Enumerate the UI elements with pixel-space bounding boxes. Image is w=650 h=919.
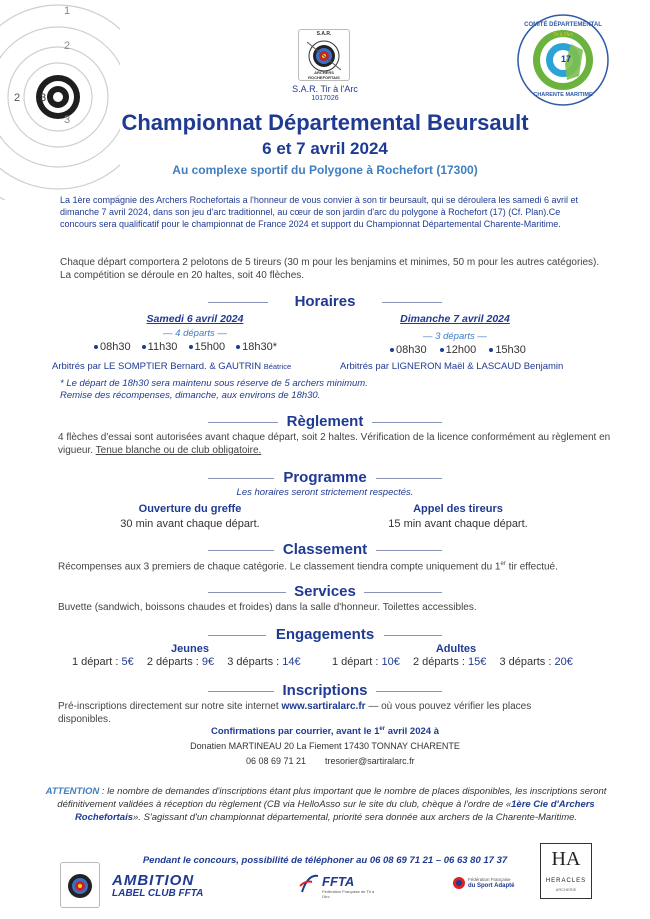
jeunes-label: Jeunes	[171, 643, 209, 655]
target-ring-label: 2	[64, 40, 71, 52]
heracles-monogram: HA	[551, 848, 581, 870]
horaires-note-2: Remise des récompenses, dimanche, aux environs de 18h30.	[60, 390, 321, 401]
postal-address: Donatien MARTINEAU 20 La Fiement 17430 TONNAY CHARENTE	[190, 741, 460, 751]
committee-bottom-text: CHARENTE MARITIME	[533, 92, 593, 98]
confirmation-line: Confirmations par courrier, avant le 1er avril 2024 à	[211, 726, 439, 738]
price-item: 1 départ : 5€	[72, 656, 134, 668]
inscriptions-header	[0, 682, 650, 700]
adultes-label: Adultes	[435, 643, 477, 655]
dress-code: Tenue blanche ou de club obligatoire.	[95, 445, 262, 456]
ffta-subtext: Fédération Française de Tir à l'Arc	[322, 889, 375, 899]
attention-club-name: 1ère Cie d'Archers Rochefortais	[74, 799, 595, 823]
target-ring-label: 3	[40, 92, 47, 104]
departure-info: Chaque départ comportera 2 pelotons de 5 tireurs (30 m pour les benjamins et minimes, 50 m pour les autres catégories). La compétition se déroule en 20 haltes, soit 40 flèches.	[60, 257, 600, 281]
committee-top-text: COMITÉ DÉPARTEMENTAL	[524, 22, 602, 28]
ambition-bottom-text: LABEL CLUB FFTA	[112, 888, 204, 899]
time-slot: 15h00	[189, 341, 226, 353]
footer-club-target-icon	[61, 871, 99, 901]
club-logo-bottom-text: ARCHERS ROCHEFORTAIS	[308, 70, 340, 80]
adultes-prices	[332, 656, 573, 668]
time-slot: 15h30	[489, 344, 526, 356]
price-item: 2 départs : 9€	[146, 656, 215, 668]
club-number: 1017026	[311, 95, 339, 102]
price-item: 3 départs : 20€	[499, 656, 573, 668]
programme-subtitle: Les horaires seront strictement respectés.	[236, 487, 414, 498]
ambition-top-text: AMBITION	[112, 872, 195, 889]
intro-paragraph: La 1ère compagnie des Archers Rochefortais a l'honneur de vous convier à son tir beursault, qui se déroulera les samedi 6 avril et dimanche 7 avril 2024, dans son jeu d'arc traditionnel, au cœur de son jardin d'arc du polygone à Rochefort (17) (Cf. Plan).Ce concours sera qualificatif pour le championnat de France 2024 et support du Championnat Départemental Charente-Maritime.	[60, 195, 579, 229]
website-link[interactable]: www.sartiralarc.fr	[281, 701, 366, 712]
committee-number: 17	[561, 54, 572, 64]
ffta-text: FFTA	[322, 874, 355, 889]
appel-text: 15 min avant chaque départ.	[388, 518, 528, 530]
reglement-title: Règlement	[281, 413, 370, 430]
time-slot: 18h30*	[236, 341, 277, 353]
sport-adapte-icon	[452, 876, 466, 890]
services-title: Services	[288, 583, 362, 600]
saturday-referees: Arbitrés par LE SOMPTIER Bernard. & GAUTRIN Béatrice	[52, 361, 292, 372]
sport-adapte-text-b: du Sport Adapté	[468, 883, 515, 889]
saturday-times	[94, 341, 277, 353]
time-slot: 08h30	[390, 344, 427, 356]
contact-email[interactable]: tresorier@sartiralarc.fr	[325, 756, 415, 766]
attention-label: ATTENTION	[45, 786, 100, 797]
greffe-title: Ouverture du greffe	[138, 503, 242, 515]
classement-header	[0, 541, 650, 559]
attention-paragraph: ATTENTION : le nombre de demandes d'inscriptions étant plus important que le nombre de places disponibles, les inscriptions seront définitivement validées à réception du règlement (CB via HelloAsso sur le site du club, chèque à l'ordre de «1ère Cie d'Archers Rochefortais». S'agissant d'un championnat départemental, priorité sera donnée aux archers de la Charente-Maritime.	[45, 786, 607, 823]
sunday-departure-count: — 3 départs —	[423, 331, 487, 342]
target-ring-label: 2	[14, 92, 21, 104]
saturday-departure-count: — 4 départs —	[163, 328, 227, 339]
target-ring-label: 1	[64, 5, 71, 17]
appel-title: Appel des tireurs	[413, 503, 503, 515]
greffe-text: 30 min avant chaque départ.	[120, 518, 260, 530]
sunday-times	[390, 344, 526, 356]
time-slot: 08h30	[94, 341, 131, 353]
sport-adapte-text-a: Fédération Française	[468, 877, 511, 882]
reglement-header	[0, 413, 650, 431]
time-slot: 11h30	[142, 341, 178, 353]
heracles-sub: ARCHERIE	[555, 887, 577, 892]
jeunes-prices	[72, 656, 301, 668]
ffta-swoosh-icon	[298, 872, 320, 896]
inscriptions-title: Inscriptions	[276, 682, 373, 699]
sunday-referees: Arbitrés par LIGNERON Maël & LASCAUD Benjamin	[340, 361, 564, 372]
engagements-title: Engagements	[270, 626, 380, 643]
ffta-logo	[298, 872, 378, 902]
page-title: Championnat Départemental Beursault	[121, 110, 529, 135]
time-slot: 12h00	[440, 344, 477, 356]
reglement-text: 4 flèches d'essai sont autorisées avant chaque départ, soit 2 haltes. Vérification de la licence conformément au règlement en vigueur. Tenue blanche ou de club obligatoire.	[58, 432, 611, 456]
price-item: 1 départ : 10€	[332, 656, 400, 668]
committee-logo	[517, 14, 609, 106]
contact-phone: 06 08 69 71 21	[246, 756, 307, 766]
ambition-label-logo	[112, 873, 230, 903]
programme-title: Programme	[277, 469, 372, 486]
sport-adapte-logo	[452, 874, 514, 898]
committee-middle-text: Tir à l'Arc	[552, 32, 574, 38]
price-item: 2 départs : 15€	[412, 656, 487, 668]
services-text: Buvette (sandwich, boissons chaudes et froides) dans la salle d'honneur. Toilettes accessibles.	[58, 602, 477, 613]
club-name: S.A.R. Tir à l'Arc	[292, 84, 358, 94]
club-logo-top-text: S.A.R.	[316, 31, 332, 37]
heracles-logo	[540, 843, 592, 899]
price-item: 3 départs : 14€	[227, 656, 301, 668]
target-ring-label: 3	[64, 114, 71, 126]
footer-club-logo	[60, 862, 100, 908]
horaires-title: Horaires	[289, 293, 362, 310]
horaires-header	[0, 293, 650, 311]
programme-header	[0, 469, 650, 487]
engagements-header	[0, 626, 650, 644]
club-logo	[298, 29, 350, 81]
saturday-label: Samedi 6 avril 2024	[146, 313, 244, 325]
event-date: 6 et 7 avril 2024	[262, 139, 388, 158]
sunday-label: Dimanche 7 avril 2024	[400, 313, 510, 325]
heracles-name: HERACLES	[545, 878, 587, 884]
inscriptions-text: Pré-inscriptions directement sur notre site internet www.sartiralarc.fr — où vous pouvez vérifier les places disponibles.	[58, 701, 532, 725]
event-venue: Au complexe sportif du Polygone à Rochefort (17300)	[172, 163, 478, 177]
services-header	[0, 583, 650, 601]
footer-phone: Pendant le concours, possibilité de téléphoner au 06 08 69 71 21 – 06 63 80 17 37	[142, 855, 508, 866]
classement-title: Classement	[277, 541, 373, 558]
classement-text: Récompenses aux 3 premiers de chaque catégorie. Le classement tiendra compte uniquement du 1er tir effectué.	[58, 561, 558, 573]
horaires-note-1: * Le départ de 18h30 sera maintenu sous réserve de 5 archers minimum.	[60, 378, 368, 389]
